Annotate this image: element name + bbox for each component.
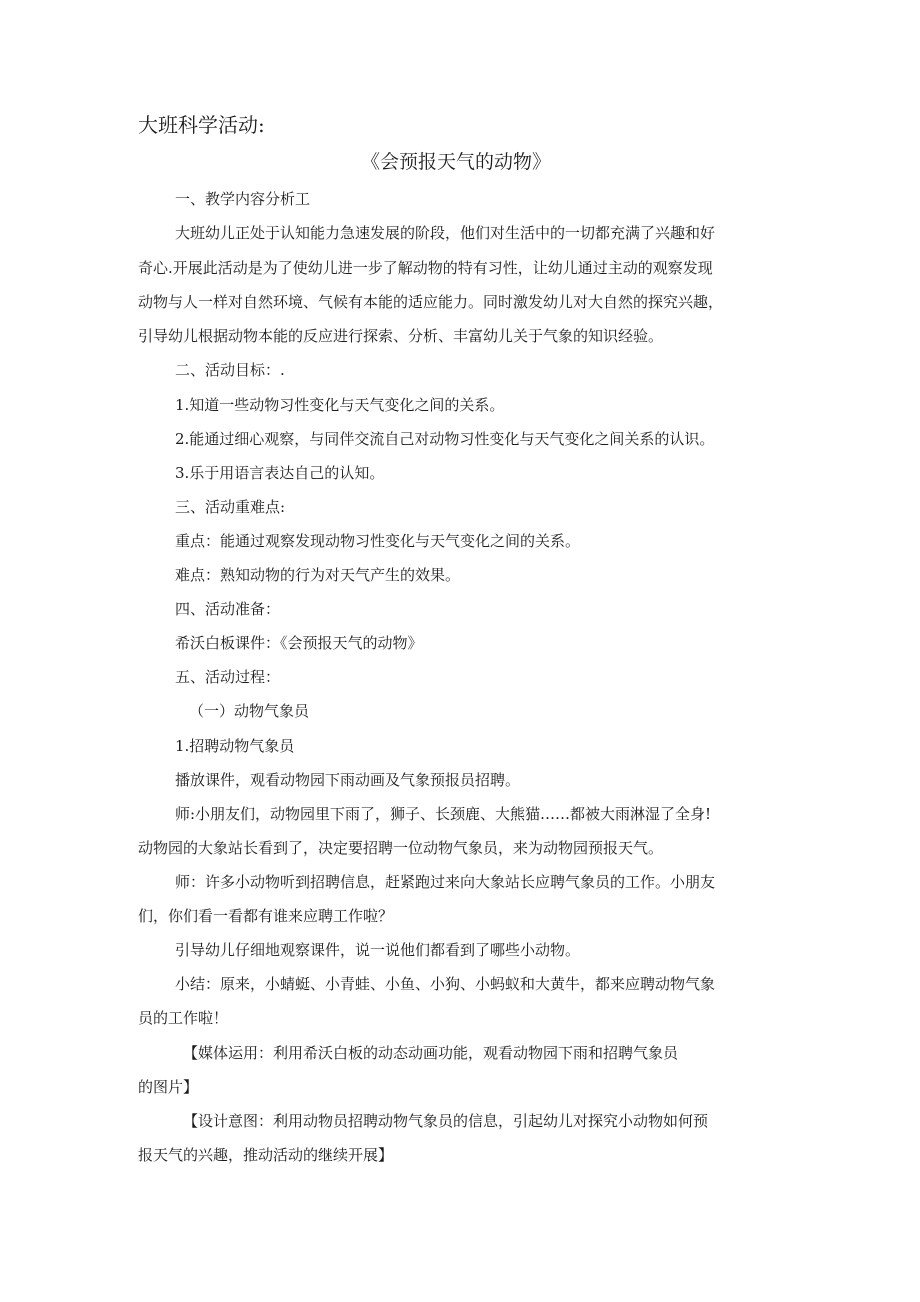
difficult-point: 难点：熟知动物的行为对天气产生的效果。: [175, 566, 461, 584]
media-note: 【媒体运用：利用希沃白板的动态动画功能，观看动物园下雨和招聘气象员: [183, 1044, 679, 1062]
paragraph-line: 大班幼儿正处于认知能力急速发展的阶段，他们对生活中的一切都充满了兴趣和好: [175, 224, 716, 242]
section-header-1: 一、教学内容分析工: [175, 190, 311, 208]
goal-item: 1.知道一些动物习性变化与天气变化之间的关系。: [175, 396, 505, 414]
section-header-5: 五、活动过程：: [175, 668, 281, 686]
paragraph-line: 动物与人一样对自然环境、气候有本能的适应能力。同时激发幼儿对大自然的探究兴趣，: [138, 293, 724, 311]
page-heading: 大班科学活动:: [138, 113, 265, 137]
teacher-line: 师:小朋友们，动物园里下雨了，狮子、长颈鹿、大熊猫……都被大雨淋湿了全身!: [175, 805, 712, 823]
step-header: 1.招聘动物气象员: [175, 737, 295, 755]
process-line: 播放课件，观看动物园下雨动画及气象预报员招聘。: [175, 771, 521, 789]
subsection-header: （一）动物气象员: [189, 702, 310, 720]
paragraph-line: 奇心.开展此活动是为了使幼儿进一步了解动物的特有习性，让幼儿通过主动的观察发现: [138, 259, 713, 277]
design-note-cont: 报天气的兴趣，推动活动的继续开展】: [138, 1146, 394, 1164]
goal-item: 2.能通过细心观察，与同伴交流自己对动物习性变化与天气变化之间关系的认识。: [175, 430, 715, 448]
teacher-line-cont: 们，你们看一看都有谁来应聘工作啦？: [138, 907, 394, 925]
paragraph-line: 引导幼儿根据动物本能的反应进行探索、分析、丰富幼儿关于气象的知识经验。: [138, 327, 664, 345]
page-title: 《会预报天气的动物》: [361, 151, 552, 173]
guide-line: 引导幼儿仔细地观察课件，说一说他们都看到了哪些小动物。: [175, 941, 581, 959]
summary-line: 小结：原来，小蜻蜓、小青蛙、小鱼、小狗、小蚂蚁和大黄牛，都来应聘动物气象: [175, 975, 716, 993]
key-point: 重点：能通过观察发现动物习性变化与天气变化之间的关系。: [175, 532, 581, 550]
media-note-cont: 的图片】: [138, 1078, 199, 1096]
preparation-line: 希沃白板课件：《会预报天气的动物》: [175, 634, 423, 652]
teacher-line-cont: 动物园的大象站长看到了，决定要招聘一位动物气象员，来为动物园预报天气。: [138, 839, 664, 857]
section-header-2: 二、活动目标：.: [175, 361, 285, 379]
section-header-4: 四、活动准备：: [175, 600, 281, 618]
summary-line-cont: 员的工作啦！: [138, 1009, 229, 1027]
goal-item: 3.乐于用语言表达自己的认知。: [175, 464, 385, 482]
section-header-3: 三、活动重难点:: [175, 498, 286, 516]
design-note: 【设计意图：利用动物员招聘动物气象员的信息，引起幼儿对探究小动物如何预: [183, 1112, 709, 1130]
teacher-line: 师：许多小动物听到招聘信息，赶紧跑过来向大象站长应聘气象员的工作。小朋友: [175, 873, 716, 891]
